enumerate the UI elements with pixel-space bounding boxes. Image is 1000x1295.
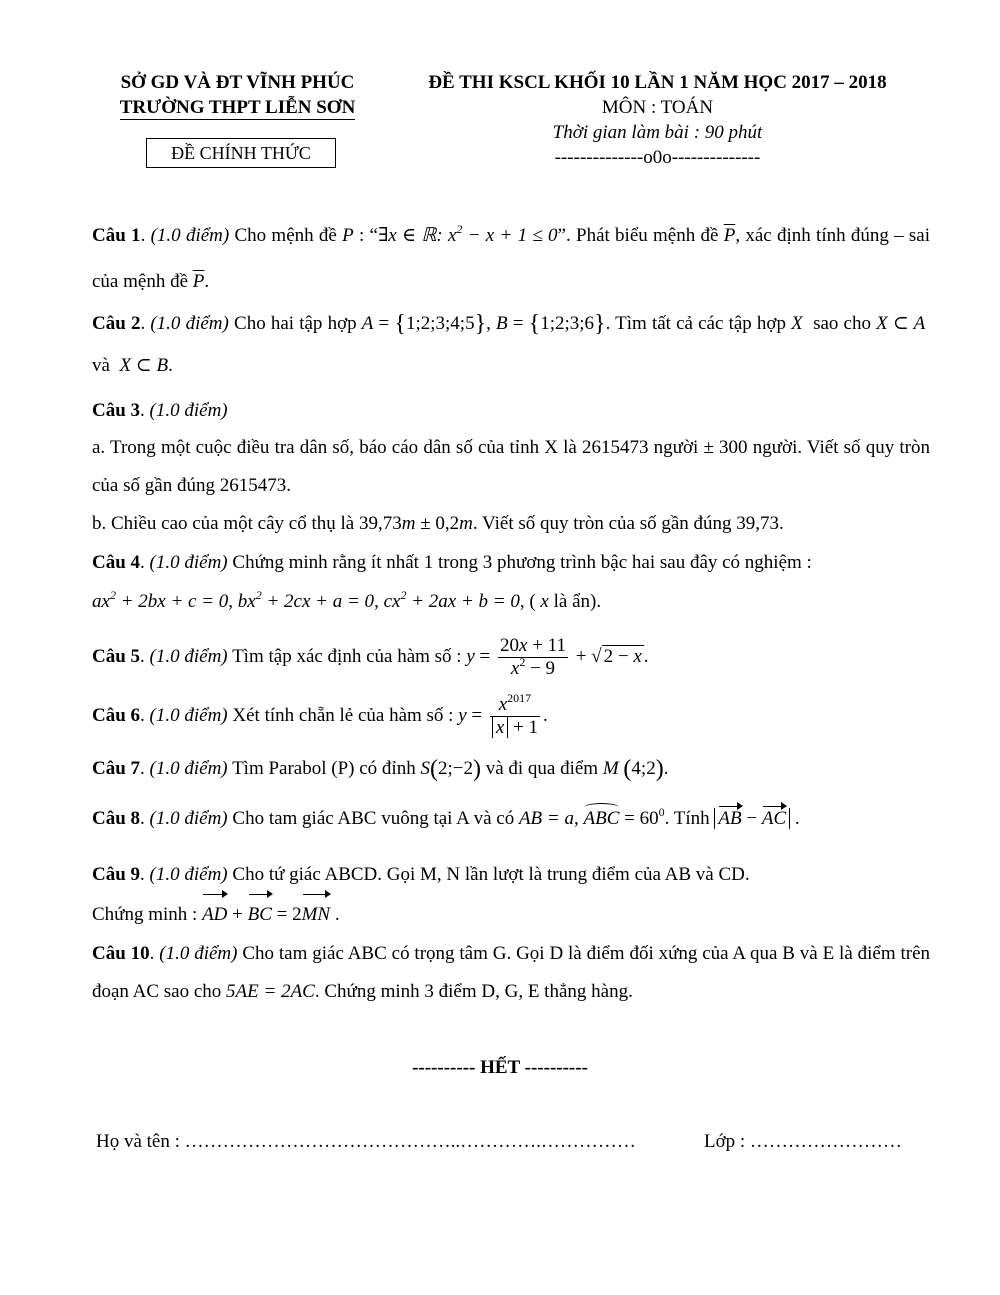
question-10: Câu 10. (1.0 điểm) Cho tam giác ABC có trọng tâm G. Gọi D là điểm đối xứng của A qua B và E là điểm trên đoạn AC sao cho 5AE = 2AC. Chứng minh 3 điểm D, G, E thẳng hàng.	[92, 943, 931, 1002]
exam-title: ĐỀ THI KSCL KHỐI 10 LẦN 1 NĂM HỌC 2017 – 2018	[428, 72, 887, 93]
subject: MÔN : TOÁN	[601, 97, 714, 118]
school-name: TRƯỜNG THPT LIỄN SƠN	[119, 97, 356, 118]
question-3: Câu 3. (1.0 điểm)	[92, 400, 228, 421]
question-8: Câu 8. (1.0 điểm) Cho tam giác ABC vuông tại A và có AB = a, ABC = $60^0$. Tính AB − AC .	[92, 805, 800, 829]
question-5: Câu 5. (1.0 điểm) Tìm tập xác định của hàm số : y = $\frac{20x + 11}{x^2 - 9}$ + √ 2 − x .	[92, 635, 649, 679]
question-2: Câu 2. (1.0 điểm) Cho hai tập hợp A = {1;2;3;4;5}, B = {1;2;3;6}. Tìm tất cả các tập hợp X sao cho X ⊂ A và X ⊂ B.	[92, 311, 926, 376]
question-1: Câu 1. (1.0 điểm) Cho mệnh đề P : “∃x ∈ ℝ: $x^2 - x + 1 \le 0$”. Phát biểu mệnh đề $\overline{P}$, xác định tính đúng – sai của mệnh đề $\overline{P}$.	[92, 222, 931, 292]
department-name: SỞ GD VÀ ĐT VĨNH PHÚC	[120, 72, 355, 93]
end-mark: ---------- HẾT ----------	[412, 1057, 588, 1078]
header-left	[100, 70, 375, 120]
question-3b: b. Chiều cao của một cây cổ thụ là 39,73m ± 0,2m. Viết số quy tròn của số gần đúng 39,73.	[92, 513, 784, 534]
divider: --------------o0o--------------	[554, 147, 761, 168]
footer	[96, 1130, 930, 1154]
question-6: Câu 6. (1.0 điểm) Xét tính chẵn lẻ của hàm số : y = $\frac{x^{2017}}{x + 1}$ .	[92, 691, 548, 738]
questions	[92, 224, 930, 1011]
question-7: Câu 7. (1.0 điểm) Tìm Parabol (P) có đỉnh S(2;−2) và đi qua điểm M (4;2).	[92, 756, 669, 782]
question-3a: a. Trong một cuộc điều tra dân số, báo cáo dân số của tỉnh X là 2615473 người ± 300 người. Viết số quy tròn của số gần đúng 2615473.	[92, 437, 930, 496]
question-4: Câu 4. (1.0 điểm) Chứng minh rằng ít nhất 1 trong 3 phương trình bậc hai sau đây có nghiệm : $ax^2 + 2bx + c = 0$, $bx^2 + 2cx + a = 0$, $cx^2 + 2ax + b = 0$, ( x là ẩn).	[92, 552, 812, 612]
official-stamp-box: ĐỀ CHÍNH THỨC	[146, 138, 336, 168]
question-9: Câu 9. (1.0 điểm) Cho tứ giác ABCD. Gọi M, N lần lượt là trung điểm của AB và CD. Chứng minh : AD + BC = 2MN .	[92, 855, 930, 935]
header-right	[395, 70, 920, 170]
student-name-field: Họ và tên : ……………………………………..………….……………	[96, 1131, 636, 1152]
duration: Thời gian làm bài : 90 phút	[552, 122, 763, 143]
class-field: Lớp : ……………………	[704, 1131, 902, 1152]
